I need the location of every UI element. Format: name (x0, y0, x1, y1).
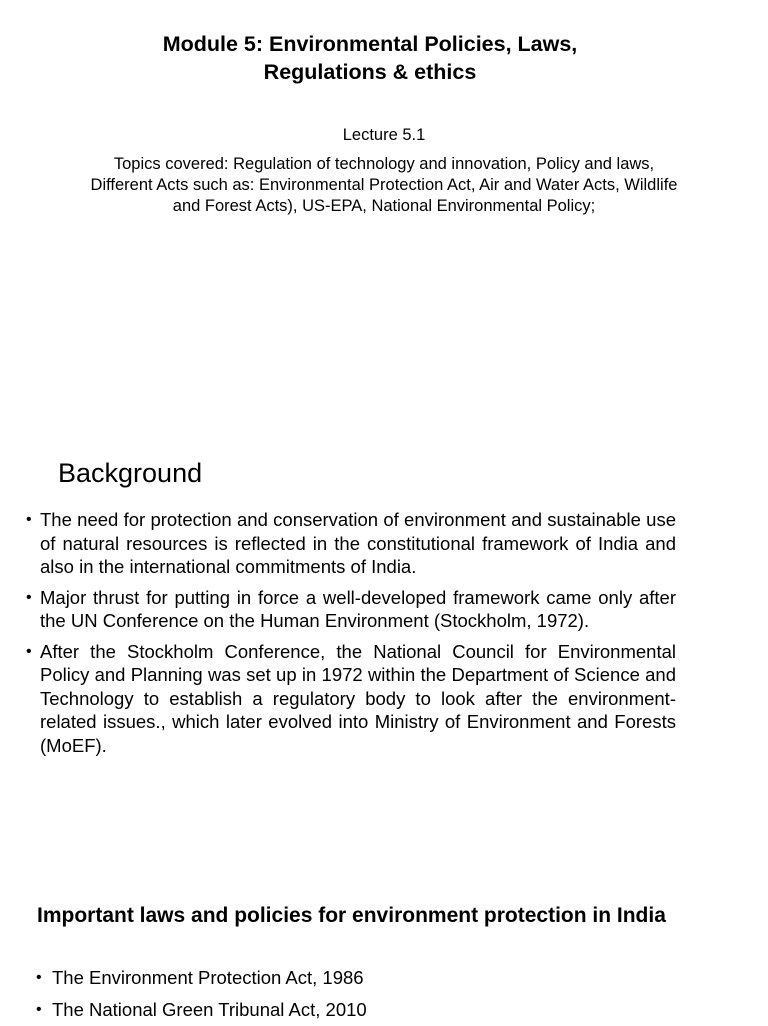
slide-background (0, 430, 768, 870)
background-bullet-list (26, 508, 676, 764)
background-heading: Background (58, 458, 203, 488)
background-bullet: • The need for protection and conservation of environment and sustainable use of natural resources is reflected in the constitutional framework of India and also in the international commitments of India. (26, 508, 676, 579)
module-title-line-1: Module 5: Environmental Policies, Laws, (162, 32, 578, 56)
law-item: • The Environment Protection Act, 1986 (36, 962, 367, 994)
module-title-line-2: Regulations & ethics (263, 60, 477, 84)
slide-title (0, 0, 768, 430)
topics-covered: Topics covered: Regulation of technology and innovation, Policy and laws, Different Acts such as: Environmental Protection Act, Air and Water Acts, Wildlife and Forest Acts), US-EPA, National Environmental Policy; (90, 155, 678, 215)
lecture-number: Lecture 5.1 (342, 126, 426, 144)
slide-laws (0, 870, 768, 1024)
laws-heading: Important laws and policies for environment protection in India (37, 904, 666, 927)
module-title (80, 30, 660, 86)
law-item: • The National Green Tribunal Act, 2010 (36, 994, 367, 1026)
background-bullet: • Major thrust for putting in force a well-developed framework came only after the UN Conference on the Human Environment (Stockholm, 1972). (26, 586, 676, 633)
background-bullet: • After the Stockholm Conference, the National Council for Environmental Policy and Planning was set up in 1972 within the Department of Science and Technology to establish a regulatory body to look after the environment-related issues., which later evolved into Ministry of Environment and Forests (MoEF). (26, 640, 676, 758)
laws-list (36, 962, 367, 1026)
